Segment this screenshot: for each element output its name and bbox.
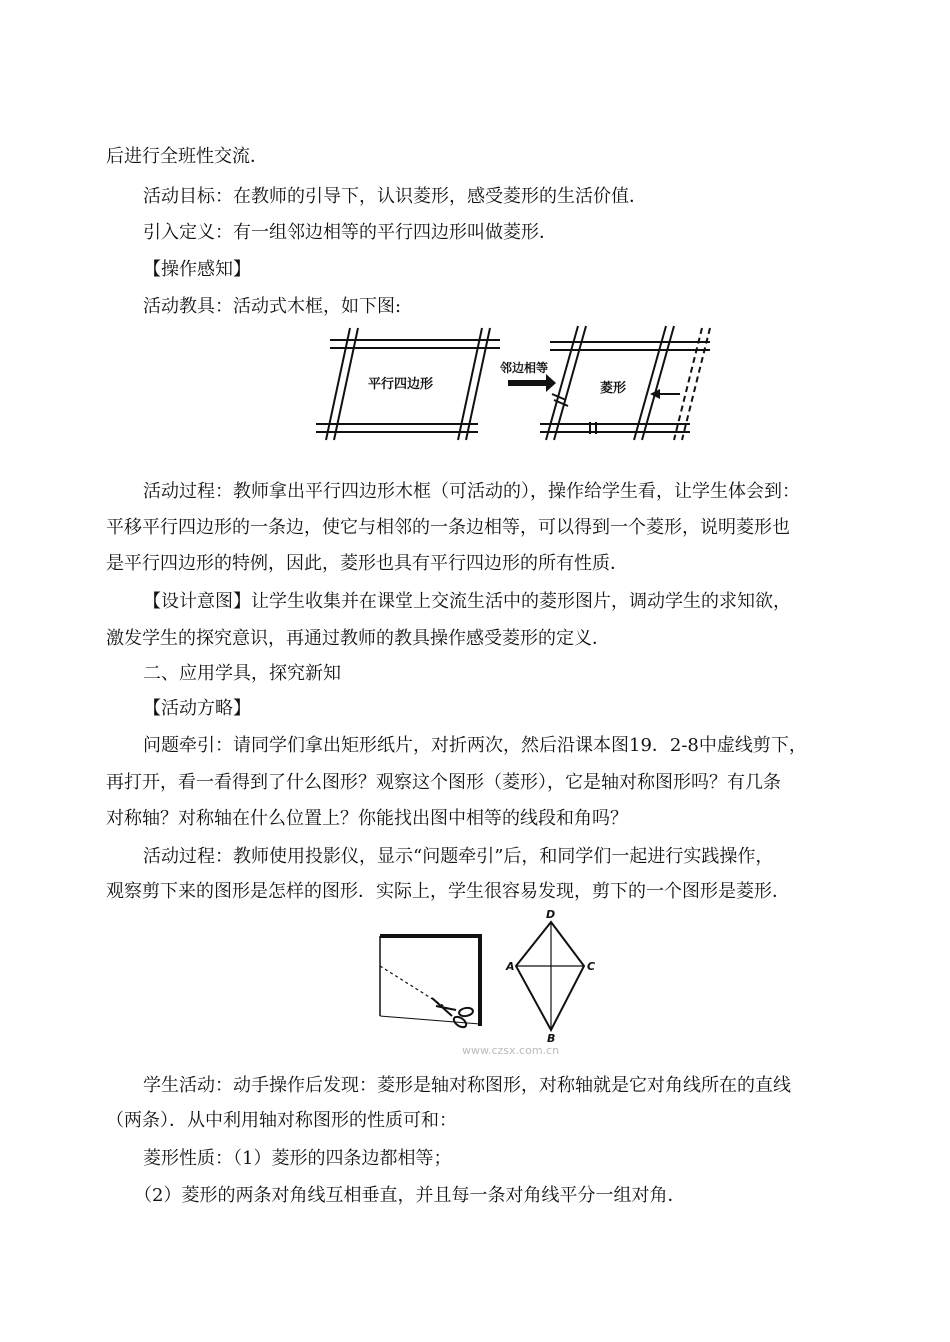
section-heading: 【操作感知】	[143, 259, 251, 280]
property-2: （2）菱形的两条对角线互相垂直，并且每一条对角线平分一组对角．	[134, 1185, 686, 1206]
process-line1: 活动过程：教师使用投影仪，显示“问题牵引”后，和同学们一起进行实践操作，	[143, 846, 774, 867]
question-line3: 对称轴？对称轴在什么位置上？你能找出图中相等的线段和角吗？	[106, 808, 628, 829]
student-activity-line2: （两条）．从中利用轴对称图形的性质可和：	[106, 1110, 457, 1131]
design-intent-line1: 【设计意图】让学生收集并在课堂上交流生活中的菱形图片，调动学生的求知欲，	[143, 591, 791, 612]
watermark: www.czsx.com.cn	[462, 1044, 560, 1056]
activity-process-line3: 是平行四边形的特例，因此，菱形也具有平行四边形的所有性质．	[106, 553, 628, 574]
vertex-b: B	[547, 1032, 556, 1045]
frame-figure	[310, 316, 730, 444]
section-title: 二、应用学具，探究新知	[143, 663, 341, 684]
arrow-label: 邻边相等	[500, 361, 549, 375]
design-intent-line2: 激发学生的探究意识，再通过教师的教具操作感受菱形的定义．	[106, 628, 610, 649]
student-activity-line1: 学生活动：动手操作后发现：菱形是轴对称图形，对称轴就是它对角线所在的直线	[143, 1075, 791, 1096]
definition: 引入定义：有一组邻边相等的平行四边形叫做菱形．	[143, 222, 557, 243]
section-heading-2: 【活动方略】	[143, 698, 251, 719]
rhombus-label: 菱形	[600, 381, 627, 396]
vertex-a: A	[506, 960, 515, 973]
question-line2: 再打开，看一看得到了什么图形？观察这个图形（菱形），它是轴对称图形吗？有几条	[106, 772, 781, 793]
activity-goal: 活动目标：在教师的引导下，认识菱形，感受菱形的生活价值．	[143, 186, 647, 207]
scissors-icon	[432, 998, 474, 1029]
property-1: 菱形性质：（1）菱形的四条边都相等；	[143, 1148, 452, 1169]
rhombus-figure	[370, 906, 610, 1056]
teaching-aid: 活动教具：活动式木框，如下图:	[143, 296, 402, 317]
parallelogram-label: 平行四边形	[368, 377, 434, 392]
question-line1: 问题牵引：请同学们拿出矩形纸片，对折两次，然后沿课本图19．2-8中虚线剪下，	[143, 735, 807, 756]
vertex-c: C	[587, 960, 596, 973]
activity-process-line2: 平移平行四边形的一条边，使它与相邻的一条边相等，可以得到一个菱形，说明菱形也	[106, 517, 790, 538]
vertex-d: D	[546, 908, 556, 921]
paragraph-line: 后进行全班性交流．	[106, 146, 268, 167]
process-line2: 观察剪下来的图形是怎样的图形．实际上，学生很容易发现，剪下的一个图形是菱形．	[106, 881, 790, 902]
activity-process-line1: 活动过程：教师拿出平行四边形木框（可活动的），操作给学生看，让学生体会到：	[143, 481, 800, 502]
